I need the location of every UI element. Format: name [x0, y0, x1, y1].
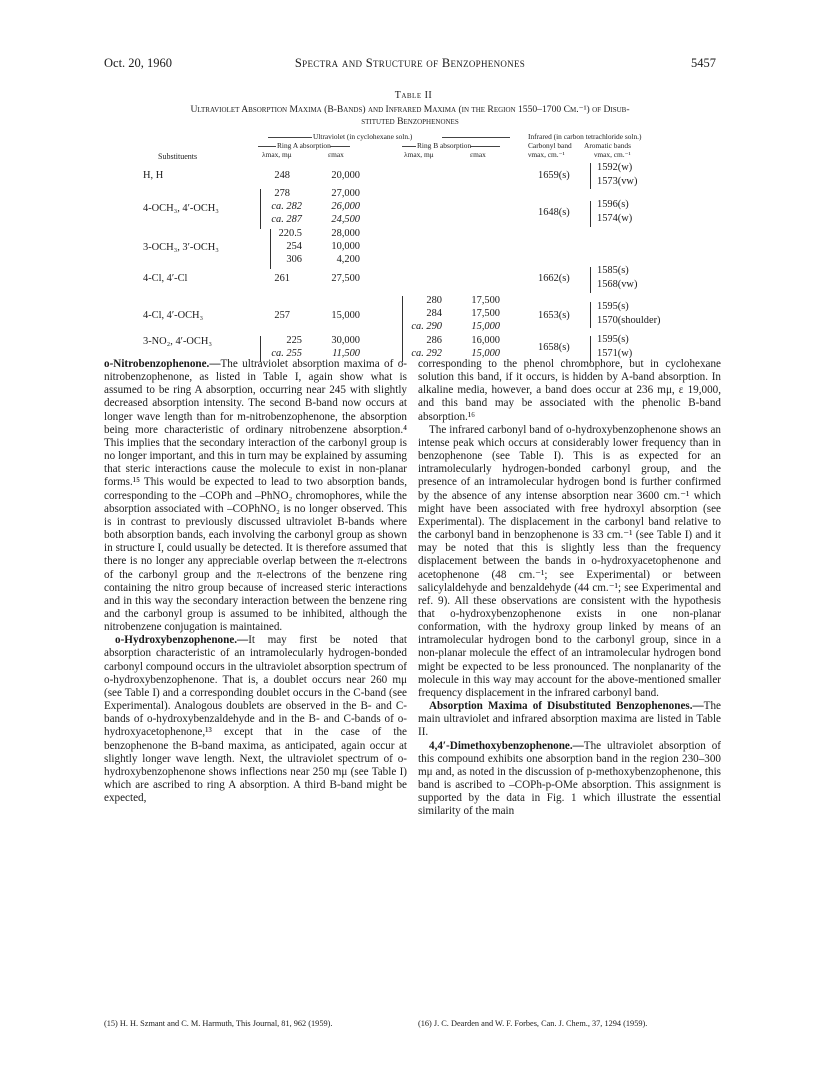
aromatic-cell: 1585(s) — [597, 265, 629, 276]
ring-b-lmax-cell: 280 — [426, 295, 442, 306]
th-aromatic: Aromatic bands — [584, 141, 631, 150]
aromatic-cell: 1570(shoulder) — [597, 315, 661, 326]
substituent-cell: 3-OCH₃, 3′-OCH₃ — [143, 242, 219, 253]
th-ring-b-lmax: λmax, mμ — [404, 150, 434, 159]
carbonyl-cell: 1662(s) — [538, 273, 570, 284]
carbonyl-cell: 1658(s) — [538, 342, 570, 353]
run-in-heading: Absorption Maxima of Disubstituted Benzophenones.— — [429, 700, 704, 713]
table-caption-line-2: stituted Benzophenones — [361, 116, 459, 127]
ring-a-emax-cell: 28,000 — [331, 228, 360, 239]
ring-a-emax-cell: 24,500 — [331, 214, 360, 225]
th-ring-b-emax: εmax — [470, 150, 486, 159]
ring-a-lmax-cell: 306 — [286, 254, 302, 265]
right-column — [418, 358, 721, 818]
run-in-heading: 4,4′-Dimethoxybenzophenone.— — [429, 739, 584, 752]
run-in-heading: o-Hydroxybenzophenone.— — [115, 634, 249, 647]
ring-a-lmax-cell: 254 — [286, 241, 302, 252]
ring-b-emax-cell: 17,500 — [471, 295, 500, 306]
ring-a-lmax-cell: ca. 282 — [271, 201, 302, 212]
paragraph: corresponding to the phenol chromophore, but in cyclohexane solution this band, if it occurs, is hidden by A-band absorption. In alkaline media, however, a band does occur at 236 mμ, ε 19,000, and this band may be associated with the phenolic B-band absorption.¹⁶ — [418, 358, 721, 423]
th-carbonyl: Carbonyl band — [528, 141, 572, 150]
ring-a-emax-cell: 30,000 — [331, 335, 360, 346]
ring-a-emax-cell: 27,000 — [331, 188, 360, 199]
th-ring-a-emax: εmax — [328, 150, 344, 159]
header-title: Spectra and Structure of Benzophenones — [294, 56, 526, 70]
footnote-15: (15) H. H. Szmant and C. M. Harmuth, This Journal, 81, 962 (1959). — [104, 1019, 333, 1028]
running-header — [104, 56, 716, 74]
ring-b-lmax-cell: 284 — [426, 308, 442, 319]
ring-a-emax-cell: 27,500 — [331, 273, 360, 284]
ring-b-emax-cell: 16,000 — [471, 335, 500, 346]
ring-a-lmax-cell: 257 — [274, 310, 290, 321]
run-in-heading: o-Nitrobenzophenone.— — [104, 358, 221, 370]
aromatic-cell: 1595(s) — [597, 301, 629, 312]
th-aromatic-nu: νmax, cm.⁻¹ — [594, 150, 631, 159]
th-ring-a: Ring A absorption — [277, 141, 331, 150]
aromatic-cell: 1568(vw) — [597, 279, 638, 290]
ring-b-emax-cell: 17,500 — [471, 308, 500, 319]
th-ring-a-lmax: λmax, mμ — [262, 150, 292, 159]
ring-a-lmax-cell: 225 — [286, 335, 302, 346]
ring-a-emax-cell: 10,000 — [331, 241, 360, 252]
substituent-cell: H, H — [143, 170, 164, 181]
th-uv-group: Ultraviolet (in cyclohexane soln.) — [313, 132, 413, 141]
left-column — [104, 358, 407, 805]
ring-a-lmax-cell: ca. 255 — [271, 348, 302, 359]
table-caption — [104, 104, 716, 128]
th-carbonyl-nu: νmax, cm.⁻¹ — [528, 150, 565, 159]
substituent-cell: 4-Cl, 4′-OCH₃ — [143, 310, 204, 321]
th-substituents: Substituents — [158, 152, 198, 161]
ring-a-emax-cell: 15,000 — [331, 310, 360, 321]
ring-a-emax-cell: 4,200 — [336, 254, 360, 265]
paragraph: Absorption Maxima of Disubstituted Benzophenones.—The main ultraviolet and infrared absorption maxima are listed in Table II. — [418, 700, 721, 739]
ring-b-lmax-cell: ca. 290 — [411, 321, 442, 332]
aromatic-cell: 1574(w) — [597, 213, 633, 224]
ring-a-lmax-cell: ca. 287 — [271, 214, 302, 225]
paragraph: o-Nitrobenzophenone.—The ultraviolet absorption maxima of o-nitrobenzophenone, as listed in Table I, again show what is assumed to be ring A absorption, occurring near 245 with slightly decreased absorption intensity. The second B-band now occurs at longer wave length than for m-nitrobenzophenone, the absorption being more characteristic of ordinary nitrobenzene absorption.⁴ This implies that the secondary interaction of the carbonyl group is no longer important, and this in turn may be explained by assuming that steric interactions cause the molecule to exist in non-planar forms.¹⁵ This would be expected to lead to two absorption bands, corresponding to the –COPh and –PhNO₂ chromophores, while the absorption associated with –COPhNO₂ is no longer observed. This is in contrast to previously discussed ultraviolet B-bands where both absorption bands, each involving the carbonyl group as shown in structure I, could usually be detected. It is therefore assumed that there is no longer any appreciable overlap between the π-electrons of the carbonyl group and the π-electrons of the benzene ring containing the nitro group because of increased steric interactions and in this way the secondary interaction between the benzene ring and the carbonyl group is assumed to be inhibited, although the nitrobenzene conjugation is maintained. — [104, 358, 407, 634]
paragraph: The infrared carbonyl band of o-hydroxybenzophenone shows an intense peak which occurs at considerably lower frequency than in benzophenone (see Table I). This is as expected for an intramolecularly hydrogen-bonded carbonyl group, and the presence of an intramolecular hydrogen bond is further confirmed by the absence of any intense absorption near 3600 cm.⁻¹ which might have been associated with free hydroxyl absorption (see Experimental). The displacement in the carbonyl band relative to the carbonyl band in benzophenone is 33 cm.⁻¹ (see Table I) and it may be noted that this is slightly less than the frequency displacement between the bands in o-hydroxyacetophenone and acetophenone (48 cm.⁻¹; see Experimental) or between salicylaldehyde and benzaldehyde (44 cm.⁻¹; see Experimental and ref. 9). All these observations are consistent with the hypothesis that o-hydroxybenzophenone exists in one non-planar conformation, with the hydroxy group linked by means of an intramolecular hydrogen bond to the carbonyl group, since in a non-planar molecule the effect of an intramolecular hydrogen bond might be expected to be less pronounced. The nonplanarity of the molecule in this way may account for the above-mentioned smaller frequency displacement in the infrared carbonyl band. — [418, 423, 721, 699]
aromatic-cell: 1571(w) — [597, 348, 633, 359]
ring-a-emax-cell: 26,000 — [331, 201, 360, 212]
ring-a-lmax-cell: 278 — [274, 188, 290, 199]
th-ring-b: Ring B absorption — [417, 141, 472, 150]
substituent-cell: 4-OCH₃, 4′-OCH₃ — [143, 203, 219, 214]
table-label: Table II — [394, 90, 433, 101]
paragraph: o-Hydroxybenzophenone.—It may first be noted that absorption characteristic of an intramolecularly hydrogen-bonded carbonyl compound occurs in the ultraviolet absorption spectrum of o-hydroxybenzophenone. That is, a doublet occurs near 260 mμ (see Table I) and a corresponding doublet occurs in the C-band (see Experimental). Analogous doublets are observed in the B- and C-bands of o-hydroxybenzaldehyde and in the B- and C-bands of o-hydroxyacetophenone,¹³ except that in the case of the benzophenone the B-band maxima, as anticipated, again occur at slightly longer wave length. Next, the ultraviolet spectrum of o-hydroxybenzophenone shows inflections near 250 mμ (see Table I) which are ascribed to ring A absorption. A third B-band might be expected, — [104, 634, 407, 805]
carbonyl-cell: 1648(s) — [538, 207, 570, 218]
page-number: 5457 — [691, 56, 716, 70]
ring-b-lmax-cell: ca. 292 — [411, 348, 442, 359]
substituent-cell: 4-Cl, 4′-Cl — [143, 273, 188, 284]
substituent-cell: 3-NO₂, 4′-OCH₃ — [143, 336, 212, 347]
th-ir-group: Infrared (in carbon tetrachloride soln.) — [528, 132, 642, 141]
carbonyl-cell: 1659(s) — [538, 170, 570, 181]
header-date: Oct. 20, 1960 — [104, 56, 173, 70]
ring-a-lmax-cell: 220.5 — [278, 228, 302, 239]
ring-a-emax-cell: 20,000 — [331, 170, 360, 181]
ring-a-lmax-cell: 248 — [274, 170, 290, 181]
footnote-16: (16) J. C. Dearden and W. F. Forbes, Can. J. Chem., 37, 1294 (1959). — [418, 1019, 648, 1028]
aromatic-cell: 1573(vw) — [597, 176, 638, 187]
ring-a-emax-cell: 11,500 — [332, 348, 360, 359]
aromatic-cell: 1592(w) — [597, 162, 633, 173]
ring-b-emax-cell: 15,000 — [471, 348, 500, 359]
aromatic-cell: 1596(s) — [597, 199, 629, 210]
aromatic-cell: 1595(s) — [597, 334, 629, 345]
ring-b-emax-cell: 15,000 — [471, 321, 500, 332]
ring-b-lmax-cell: 286 — [426, 335, 442, 346]
paragraph: 4,4′-Dimethoxybenzophenone.—The ultraviolet absorption of this compound exhibits one absorption band in the region 230–300 mμ and, as noted in the discussion of p-methoxybenzophenone, this band is ascribed to –COPh-p-OMe absorption. This assignment is supported by the data in Fig. 1 which illustrate the essential similarity of the main — [418, 739, 721, 818]
table-caption-line-1: Ultraviolet Absorption Maxima (B-Bands) and Infrared Maxima (in the Region 1550–1700 Cm.⁻¹) of Disub- — [190, 104, 630, 115]
carbonyl-cell: 1653(s) — [538, 310, 570, 321]
ring-a-lmax-cell: 261 — [274, 273, 290, 284]
